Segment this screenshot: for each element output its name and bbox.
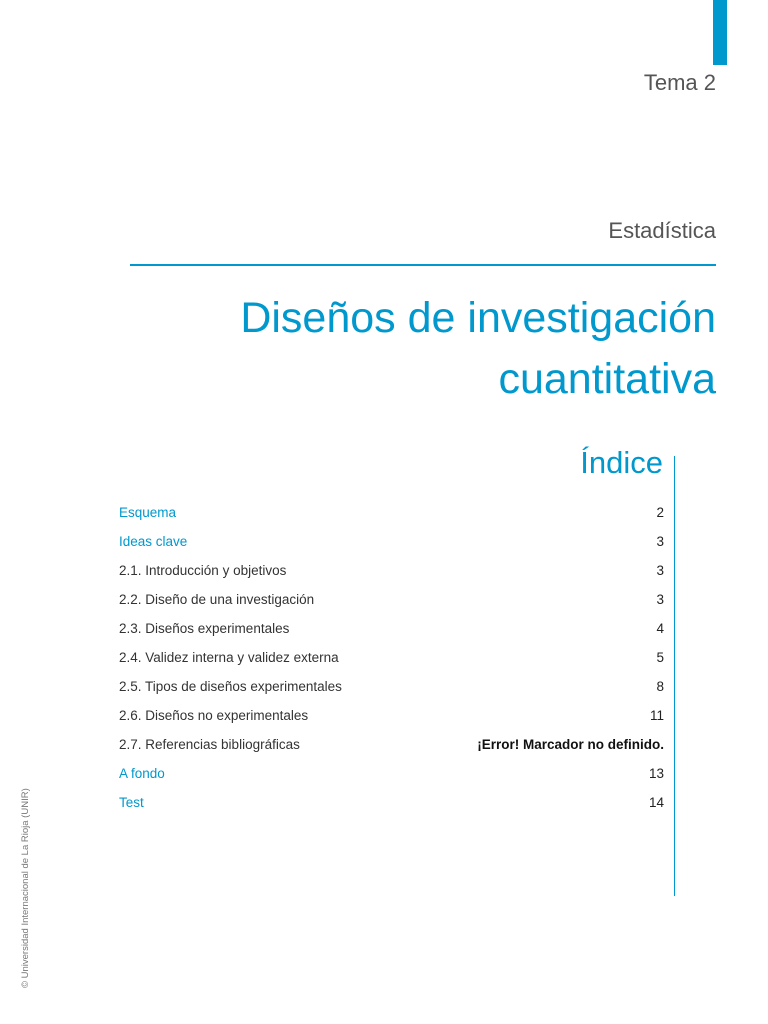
toc-item-page: 3 [656,534,664,549]
toc-item-label: 2.4. Validez interna y validez externa [119,650,339,665]
toc-item-page: 4 [656,621,664,636]
page-title [116,288,716,410]
toc-item-2-6[interactable] [119,705,664,734]
toc-item-2-7[interactable] [119,734,664,763]
toc-item-label: 2.2. Diseño de una investigación [119,592,315,607]
index-side-rule [674,456,675,896]
toc-item-a-fondo[interactable] [119,763,664,792]
toc-item-label: A fondo [119,766,165,781]
table-of-contents [119,502,664,821]
toc-item-page: 8 [656,679,664,694]
toc-item-label: 2.5. Tipos de diseños experimentales [119,679,342,694]
toc-item-2-3[interactable] [119,618,664,647]
title-divider [130,264,716,266]
toc-item-label: 2.3. Diseños experimentales [119,621,290,636]
toc-item-page: 5 [656,650,664,665]
toc-item-page: 13 [648,766,664,781]
topic-number: Tema 2 [643,70,716,95]
toc-item-label: Test [119,795,144,810]
toc-item-page: 14 [648,795,664,810]
toc-item-2-2[interactable] [119,589,664,618]
toc-item-label: Ideas clave [119,534,188,549]
toc-item-page-error: ¡Error! Marcador no definido. [477,737,664,752]
toc-item-page: 11 [649,708,664,723]
toc-item-label: Esquema [119,505,177,520]
copyright-notice: © Universidad Internacional de La Rioja (UNIR) [20,788,31,988]
toc-item-page: 3 [656,592,664,607]
toc-item-label: 2.6. Diseños no experimentales [119,708,309,723]
toc-item-esquema[interactable] [119,502,664,531]
page-title-line-2: cuantitativa [498,355,716,403]
toc-item-label: 2.7. Referencias bibliográficas [119,737,300,752]
subject-name: Estadística [608,218,716,243]
toc-item-test[interactable] [119,792,664,821]
page-title-line-1: Diseños de investigación [240,294,716,342]
toc-item-2-5[interactable] [119,676,664,705]
top-accent-bar [713,0,727,65]
toc-item-2-1[interactable] [119,560,664,589]
toc-item-2-4[interactable] [119,647,664,676]
toc-item-page: 2 [656,505,664,520]
toc-item-page: 3 [656,563,664,578]
index-heading: Índice [580,445,663,480]
toc-item-label: 2.1. Introducción y objetivos [119,563,287,578]
toc-item-ideas-clave[interactable] [119,531,664,560]
